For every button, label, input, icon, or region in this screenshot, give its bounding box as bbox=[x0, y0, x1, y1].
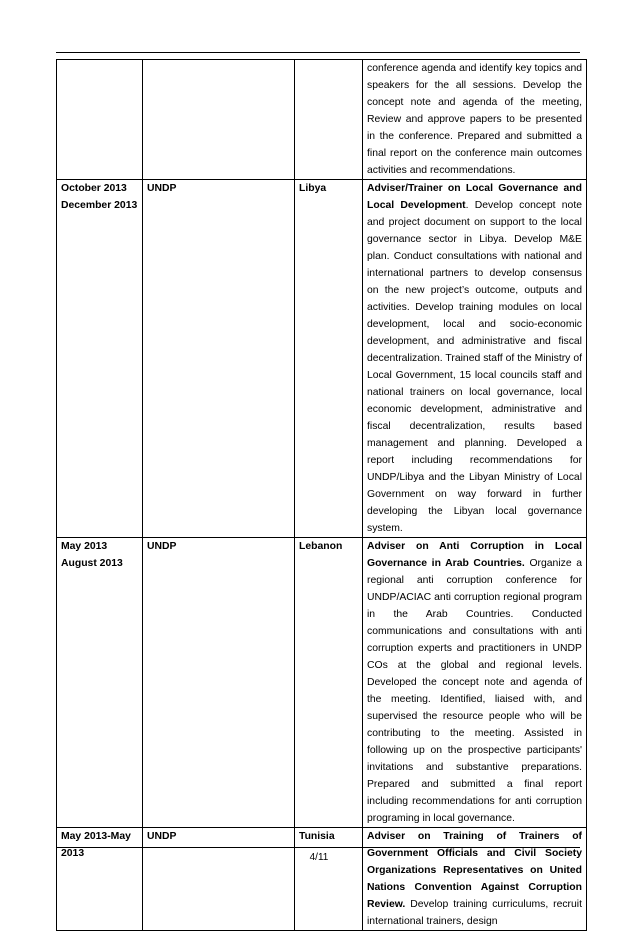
page-number: 4/11 bbox=[309, 852, 329, 863]
description-cell bbox=[363, 60, 587, 180]
header-rule bbox=[56, 52, 580, 53]
description-cell bbox=[363, 180, 587, 538]
description-cell bbox=[363, 828, 587, 931]
table-row bbox=[57, 538, 587, 828]
description-title: Adviser on Training of Trainers of Government Officials and Civil Society Organizations Representatives on United Nations Convention Against Corruption Review. bbox=[367, 831, 582, 910]
description-text: . Develop concept note and project document on support to the local governance sector in Libya. Develop M&E plan. Conduct consultations with national and international partners to develop consensus on the new project’s outcome, outputs and activities. Develop training modules on local development, local and socio-economic development, and administrative and fiscal decentralization. Trained staff of the Ministry of Local Government, 15 local councils staff and national trainers on local governance, local economic development, administrative and fiscal decentralization, results based management and planning. Developed a report including recommendations for UNDP/Libya and the Libyan Ministry of Local Government on way forward in further developing the Libyan local governance system. bbox=[367, 200, 582, 534]
description-text: Organize a regional anti corruption conference for UNDP/ACIAC anti corruption regional program in the Arab Countries. Conducted communications and consultations with anti corruption experts and practitioners in UNDP COs at the global and regional levels. Developed the concept note and agenda of the meeting. Identified, liaised with, and supervised the resource people who will be contributing to the meeting. Assisted in following up on the prospective participants' invitations and substantive preparations. Prepared and submitted a final report including recommendations for anti corruption programing in local governance. bbox=[367, 558, 583, 824]
organization-cell: UNDP bbox=[143, 828, 295, 931]
date-cell bbox=[57, 60, 143, 180]
organization-cell: UNDP bbox=[143, 538, 295, 828]
footer-rule bbox=[56, 847, 580, 848]
table-row bbox=[57, 828, 587, 931]
organization-cell: UNDP bbox=[143, 180, 295, 538]
country-cell: Lebanon bbox=[295, 538, 363, 828]
description-title: Adviser on Anti Corruption in Local Governance in Arab Countries. bbox=[367, 541, 582, 569]
description-text: conference agenda and identify key topics and speakers for the all sessions. Develop the concept note and agenda of the meeting, Review and approve papers to be presented in the conference. Prepared and submitted a final report on the conference main outcomes activities and recommendations. bbox=[367, 63, 582, 176]
table-row bbox=[57, 60, 587, 180]
table-row bbox=[57, 180, 587, 538]
country-cell: Tunisia bbox=[295, 828, 363, 931]
country-cell: Libya bbox=[295, 180, 363, 538]
description-text: Develop training curriculums, recruit international trainers, design bbox=[367, 899, 582, 927]
date-cell: May 2013 August 2013 bbox=[57, 538, 143, 828]
country-cell bbox=[295, 60, 363, 180]
description-title: Adviser/Trainer on Local Governance and Local Development bbox=[367, 183, 582, 211]
date-cell: May 2013-May 2013 bbox=[57, 828, 143, 931]
description-cell bbox=[363, 538, 587, 828]
date-cell: October 2013 December 2013 bbox=[57, 180, 143, 538]
organization-cell bbox=[143, 60, 295, 180]
experience-table bbox=[56, 59, 587, 931]
